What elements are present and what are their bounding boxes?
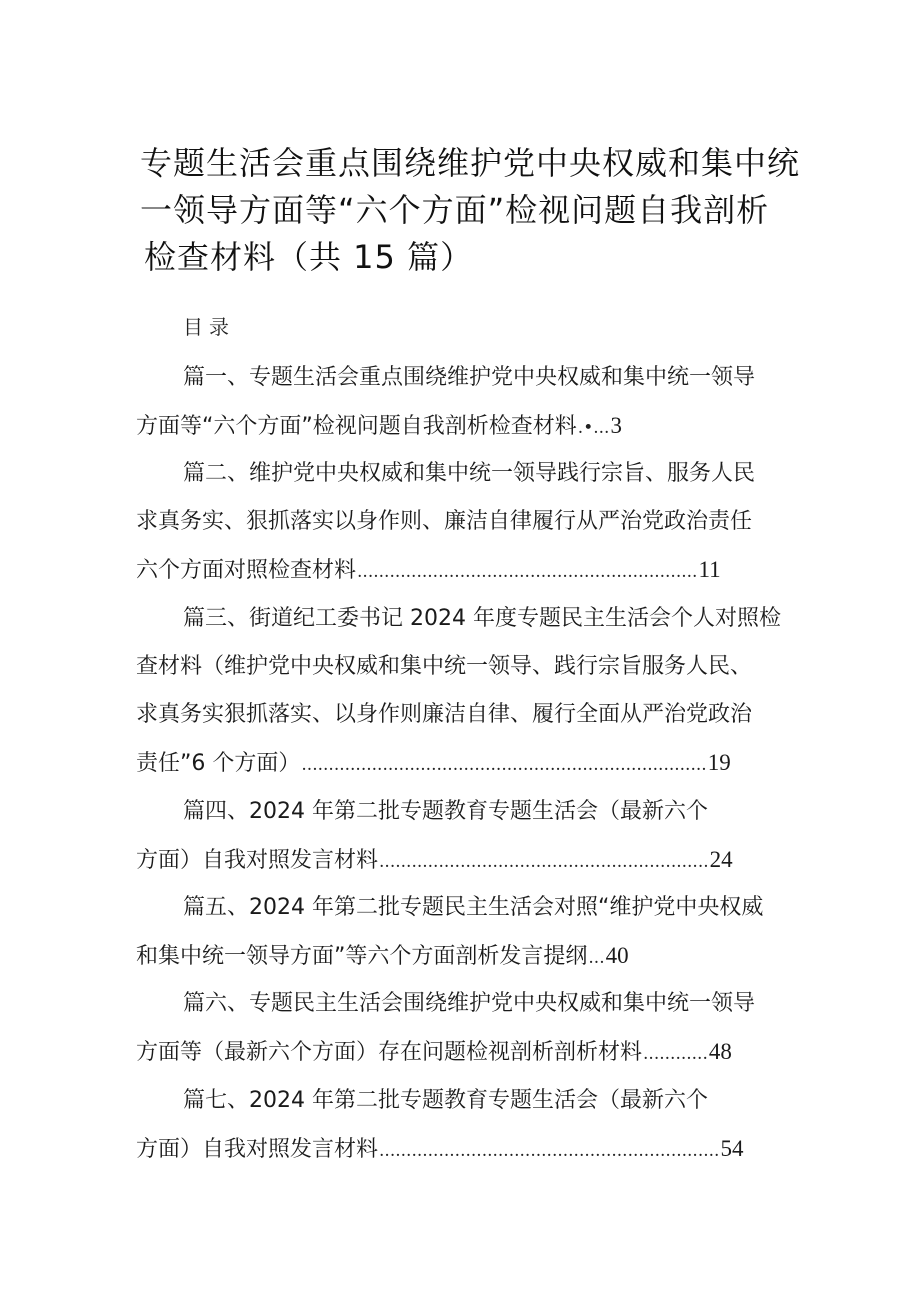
toc-entry-text: 求真务实狠抓落实、以身作则廉洁自律、履行全面从严治党政治 <box>136 702 753 727</box>
dot-leader: ............................................................... <box>379 1141 720 1161</box>
toc-entry-last-line <box>136 1036 796 1068</box>
dot-leader: ... <box>588 948 605 968</box>
title-line-1: 专题生活会重点围绕维护党中央权威和集中统 <box>140 144 801 182</box>
page-number: 54 <box>720 1136 744 1161</box>
toc-entry-text: 六个方面对照检查材料 <box>136 558 357 583</box>
toc-entry-last-line <box>136 410 796 442</box>
toc-entry-last-line <box>136 844 796 876</box>
toc-entry-text: 篇三、街道纪工委书记 2024 年度专题民主生活会个人对照检 <box>183 606 781 631</box>
toc-heading: 目录 <box>183 315 235 339</box>
toc-entry-text: 和集中统一领导方面”等六个方面剖析发言提纲 <box>136 944 588 969</box>
toc-entry-text: 篇七、2024 年第二批专题教育专题生活会（最新六个 <box>183 1088 708 1113</box>
document-title <box>140 140 800 281</box>
dot-leader: ............................................................... <box>357 562 698 582</box>
toc-entry-last-line <box>136 1133 796 1165</box>
toc-entry-text: 篇四、2024 年第二批专题教育专题生活会（最新六个 <box>183 799 708 824</box>
toc-entry-last-line <box>136 747 796 779</box>
toc-entry-text: 求真务实、狠抓落实以身作则、廉洁自律履行从严治党政治责任 <box>136 509 753 534</box>
toc-entry-text: 方面）自我对照发言材料 <box>136 848 379 873</box>
page-number: 11 <box>698 557 721 582</box>
dot-leader: ............ <box>643 1044 708 1064</box>
title-line-2: 一领导方面等“六个方面”检视问题自我剖析 <box>140 191 770 229</box>
page-number: 24 <box>709 847 733 872</box>
toc-entry-text: 篇五、2024 年第二批专题民主生活会对照“维护党中央权威 <box>183 895 764 920</box>
toc-entry-text: 查材料（维护党中央权威和集中统一领导、践行宗旨服务人民、 <box>136 654 753 679</box>
dot-leader: ........................................................................... <box>301 755 707 775</box>
toc-entry-text: 责任”6 个方面） <box>136 751 301 776</box>
toc-entry-last-line <box>136 940 796 972</box>
toc-entry-text: 方面等“六个方面”检视问题自我剖析检查材料 <box>136 414 577 439</box>
toc-entry-text: 方面）自我对照发言材料 <box>136 1137 379 1162</box>
page-number: 3 <box>610 413 622 438</box>
toc-entry-text: 篇六、专题民主生活会围绕维护党中央权威和集中统一领导 <box>183 991 756 1016</box>
toc-entry-text: 篇二、维护党中央权威和集中统一领导践行宗旨、服务人民 <box>183 461 756 486</box>
dot-leader: ............................................................. <box>379 852 709 872</box>
toc-entry-last-line <box>136 554 796 586</box>
toc-entry-text: 方面等（最新六个方面）存在问题检视剖析剖析材料 <box>136 1040 643 1065</box>
page-number: 19 <box>707 750 731 775</box>
page-number: 48 <box>708 1039 732 1064</box>
page-number: 40 <box>605 943 629 968</box>
dot-leader: .•... <box>577 418 610 438</box>
title-line-3: 检查材料（共 15 篇） <box>144 238 474 276</box>
toc-entry-text: 篇一、专题生活会重点围绕维护党中央权威和集中统一领导 <box>183 365 756 390</box>
